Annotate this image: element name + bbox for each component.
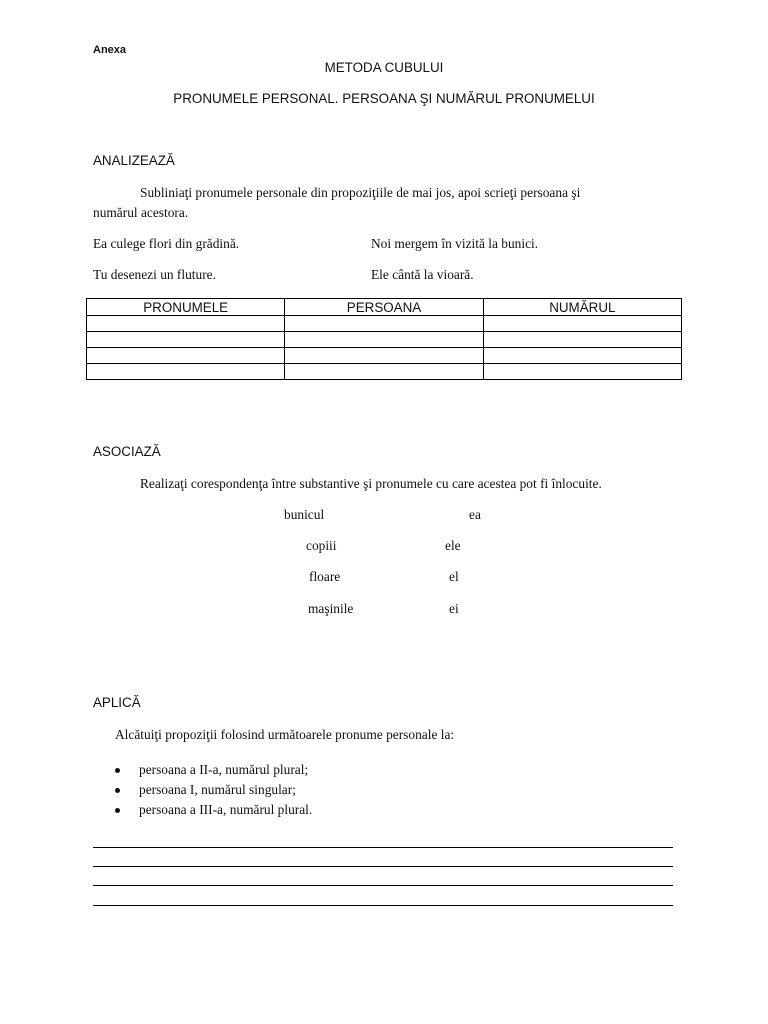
noun-item: copiii <box>306 538 337 553</box>
analizeaza-instruction-line2: numărul acestora. <box>93 205 189 220</box>
table-cell[interactable] <box>483 364 681 380</box>
analizeaza-heading: ANALIZEAZĂ <box>93 153 175 168</box>
list-item-text: persoana a II-a, numărul plural; <box>139 762 309 777</box>
noun-item: floare <box>309 569 341 584</box>
table-row <box>87 364 682 380</box>
table-row <box>87 332 682 348</box>
table-header-row <box>87 299 682 316</box>
table-cell[interactable] <box>285 348 483 364</box>
noun-item: maşinile <box>308 601 354 616</box>
bullet-icon <box>115 768 120 773</box>
table-cell[interactable] <box>87 364 285 380</box>
analizeaza-instruction-line1: Subliniaţi pronumele personale din propoziţiile de mai jos, apoi scrieţi persoana şi <box>140 185 581 200</box>
pronoun-requirements-list <box>113 760 312 820</box>
list-item-text: persoana I, numărul singular; <box>139 782 296 797</box>
table-header-numarul: NUMĂRUL <box>483 299 681 316</box>
table-cell[interactable] <box>483 316 681 332</box>
page-title: METODA CUBULUI <box>324 60 444 75</box>
annex-label: Anexa <box>93 44 127 56</box>
list-item <box>113 780 312 800</box>
writing-line[interactable] <box>93 847 673 848</box>
answer-table <box>86 298 682 380</box>
list-item <box>113 760 312 780</box>
pronoun-item: ea <box>469 507 481 522</box>
table-cell[interactable] <box>285 332 483 348</box>
writing-line[interactable] <box>93 905 673 906</box>
table-cell[interactable] <box>87 316 285 332</box>
aplica-heading: APLICĂ <box>93 695 141 710</box>
table-cell[interactable] <box>483 348 681 364</box>
page-subtitle: PRONUMELE PERSONAL. PERSOANA ŞI NUMĂRUL PRONUMELUI <box>173 91 595 106</box>
pronoun-item: el <box>449 569 459 584</box>
table-cell[interactable] <box>285 364 483 380</box>
table-row <box>87 316 682 332</box>
sentence-3: Tu desenezi un fluture. <box>93 267 216 282</box>
table-cell[interactable] <box>87 332 285 348</box>
table-cell[interactable] <box>483 332 681 348</box>
writing-line[interactable] <box>93 866 673 867</box>
aplica-instruction: Alcătuiţi propoziţii folosind următoarele pronume personale la: <box>115 727 455 742</box>
noun-item: bunicul <box>284 507 325 522</box>
table-header-pronumele: PRONUMELE <box>87 299 285 316</box>
asociaza-instruction: Realizaţi corespondenţa între substantive şi pronumele cu care acestea pot fi înlocuite. <box>140 476 602 491</box>
list-item <box>113 800 312 820</box>
bullet-icon <box>115 788 120 793</box>
writing-line[interactable] <box>93 885 673 886</box>
table-cell[interactable] <box>285 316 483 332</box>
asociaza-heading: ASOCIAZĂ <box>93 444 161 459</box>
table-header-persoana: PERSOANA <box>285 299 483 316</box>
sentence-1: Ea culege flori din grădină. <box>93 236 240 251</box>
sentence-2: Noi mergem în vizită la bunici. <box>371 236 539 251</box>
list-item-text: persoana a III-a, numărul plural. <box>139 802 313 817</box>
pronoun-item: ei <box>449 601 459 616</box>
table-row <box>87 348 682 364</box>
table-cell[interactable] <box>87 348 285 364</box>
pronoun-item: ele <box>445 538 461 553</box>
sentence-4: Ele cântă la vioară. <box>371 267 474 282</box>
bullet-icon <box>115 808 120 813</box>
